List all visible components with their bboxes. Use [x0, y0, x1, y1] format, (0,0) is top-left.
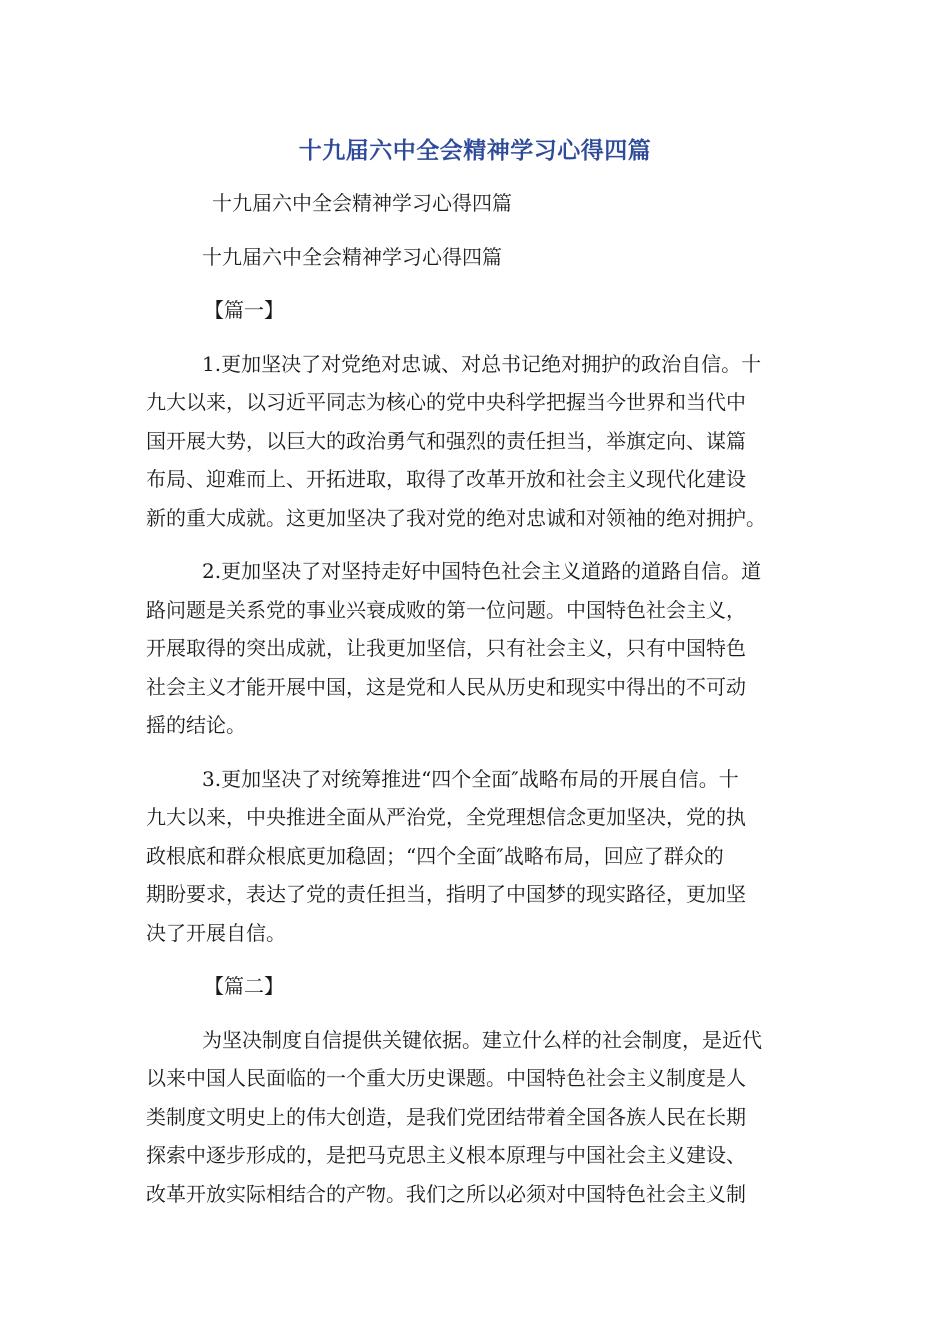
paragraph-line: 国开展大势，以巨大的政治勇气和强烈的责任担当，举旗定向、谋篇	[146, 428, 746, 453]
paragraph-line: 期盼要求，表达了党的责任担当，指明了中国梦的现实路径，更加坚	[146, 882, 746, 906]
paragraph-line: 以来中国人民面临的一个重大历史课题。中国特色社会主义制度是人	[146, 1066, 746, 1090]
section-heading-1: 【篇一】	[204, 298, 284, 322]
paragraph-3	[146, 760, 810, 953]
document-title: 十九届六中全会精神学习心得四篇	[298, 138, 652, 164]
paragraph-line: 1.更加坚决了对党绝对忠诚、对总书记绝对拥护的政治自信。十	[202, 351, 762, 376]
paragraph-line: 改革开放实际相结合的产物。我们之所以必须对中国特色社会主义制	[146, 1181, 746, 1206]
paragraph-line: 摇的结论。	[146, 713, 246, 737]
paragraph-line: 探索中逐步形成的，是把马克思主义根本原理与中国社会主义建设、	[146, 1143, 746, 1167]
paragraph-line: 开展取得的突出成就，让我更加坚信，只有社会主义，只有中国特色	[146, 636, 746, 660]
paragraph-1	[146, 345, 810, 538]
paragraph-line: 政根底和群众根底更加稳固；“四个全面″战略布局，回应了群众的	[146, 843, 724, 868]
paragraph-line: 九大以来，中央推进全面从严治党，全党理想信念更加坚决，党的执	[146, 805, 746, 829]
paragraph-line: 3.更加坚决了对统筹推进“四个全面″战略布局的开展自信。十	[202, 766, 739, 791]
paragraph-line: 九大以来，以习近平同志为核心的党中央科学把握当今世界和当代中	[146, 390, 746, 414]
subtitle-line-2: 十九届六中全会精神学习心得四篇	[202, 244, 502, 269]
paragraph-2	[146, 552, 810, 745]
paragraph-line: 决了开展自信。	[146, 920, 286, 945]
paragraph-line: 社会主义才能开展中国，这是党和人民从历史和现实中得出的不可动	[146, 674, 746, 699]
paragraph-line: 布局、迎难而上、开拓进取，取得了改革开放和社会主义现代化建设	[146, 467, 746, 491]
paragraph-line: 2.更加坚决了对坚持走好中国特色社会主义道路的道路自信。道	[202, 559, 762, 583]
paragraph-line: 路问题是关系党的事业兴衰成败的第一位问题。中国特色社会主义，	[146, 597, 746, 622]
document-body	[146, 184, 810, 1213]
paragraph-line: 为坚决制度自信提供关键依据。建立什么样的社会制度，是近代	[202, 1027, 762, 1052]
paragraph-line: 类制度文明史上的伟大创造，是我们党团结带着全国各族人民在长期	[146, 1104, 746, 1129]
paragraph-line: 新的重大成就。这更加坚决了我对党的绝对忠诚和对领袖的绝对拥护。	[146, 505, 766, 530]
subtitle-line-1: 十九届六中全会精神学习心得四篇	[212, 191, 512, 215]
paragraph-4	[146, 1021, 810, 1214]
section-heading-2: 【篇二】	[204, 974, 284, 998]
